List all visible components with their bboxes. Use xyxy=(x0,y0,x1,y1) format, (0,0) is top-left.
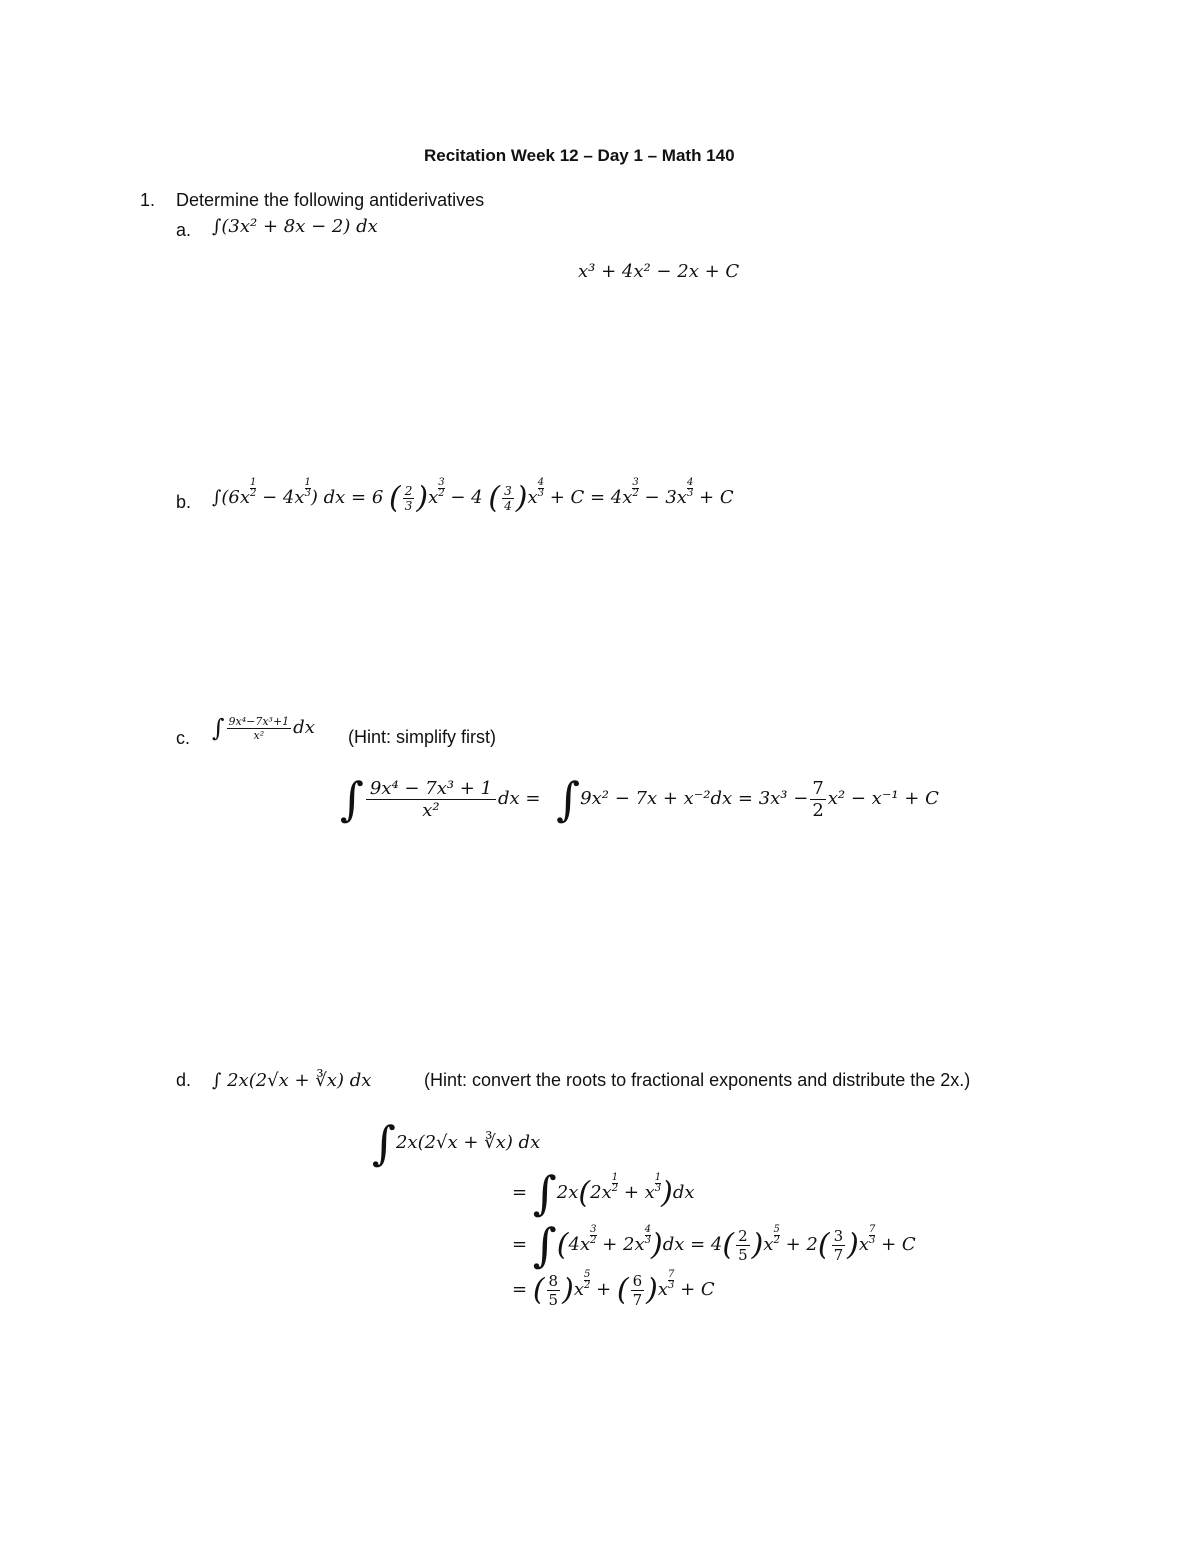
part-d-line2: = ∫(4x $\frac{3}{2}$ + 2x $\frac{4}{3}$ )dx = 4( $\frac{2}{5}$ )x $\frac{5}{2}$ + 2( $\frac{3}{7}$ )x $\frac{7}{3}$ + C xyxy=(512,1218,916,1272)
part-d-line1: = ∫2x(2x $\frac{1}{2}$ + x $\frac{1}{3}$ )dx xyxy=(512,1166,695,1220)
part-b-solution: ∫(6x $\frac{1}{2}$ − 4x $\frac{1}{3}$ ) dx = 6 ( $\frac{2}{3}$ )x $\frac{3}{2}$ − 4 ( $\frac{3}{4}$ )x $\frac{4}{3}$ + C = 4x $\frac{3}{2}$ − 3x $\frac{4}{3}$ + C xyxy=(212,477,734,516)
question-text: Determine the following antiderivatives xyxy=(176,190,485,210)
integral-sign: ∫ xyxy=(212,216,222,237)
part-d-problem: ∫ 2x(2√x + ∛x) dx xyxy=(212,1070,372,1091)
part-a-integrand: (3x² + 8x − 2) dx xyxy=(221,216,378,237)
part-c-hint: (Hint: simplify first) xyxy=(348,727,496,747)
part-d-line3: = ( $\frac{8}{5}$ )x $\frac{5}{2}$ + ( $\frac{6}{7}$ )x $\frac{7}{3}$ + C xyxy=(512,1269,715,1309)
part-c-solution: ∫ $\frac{\text{9x⁴ − 7x³ + 1}}{\text{x²}}$ dx = ∫9x² − 7x + x⁻²dx = 3x³ − $\frac{7}{2}$ x² − x⁻¹ + C xyxy=(340,772,939,826)
part-d-line0: ∫2x(2√x + ∛x) dx xyxy=(372,1116,541,1170)
part-d-label: d. xyxy=(176,1070,192,1090)
part-a-answer: x³ + 4x² − 2x + C xyxy=(578,261,740,282)
part-a-problem xyxy=(212,216,378,237)
part-d-hint: (Hint: convert the roots to fractional exponents and distribute the 2x.) xyxy=(424,1070,971,1090)
part-a-label: a. xyxy=(176,220,192,240)
part-b-label: b. xyxy=(176,492,192,512)
page-title: Recitation Week 12 – Day 1 – Math 140 xyxy=(424,146,735,165)
part-c-label: c. xyxy=(176,728,191,748)
question-number: 1. xyxy=(140,190,156,210)
part-c-problem: ∫ $\frac{\text{9x⁴−7x³+1}}{\text{x²}}$ dx xyxy=(212,714,315,742)
